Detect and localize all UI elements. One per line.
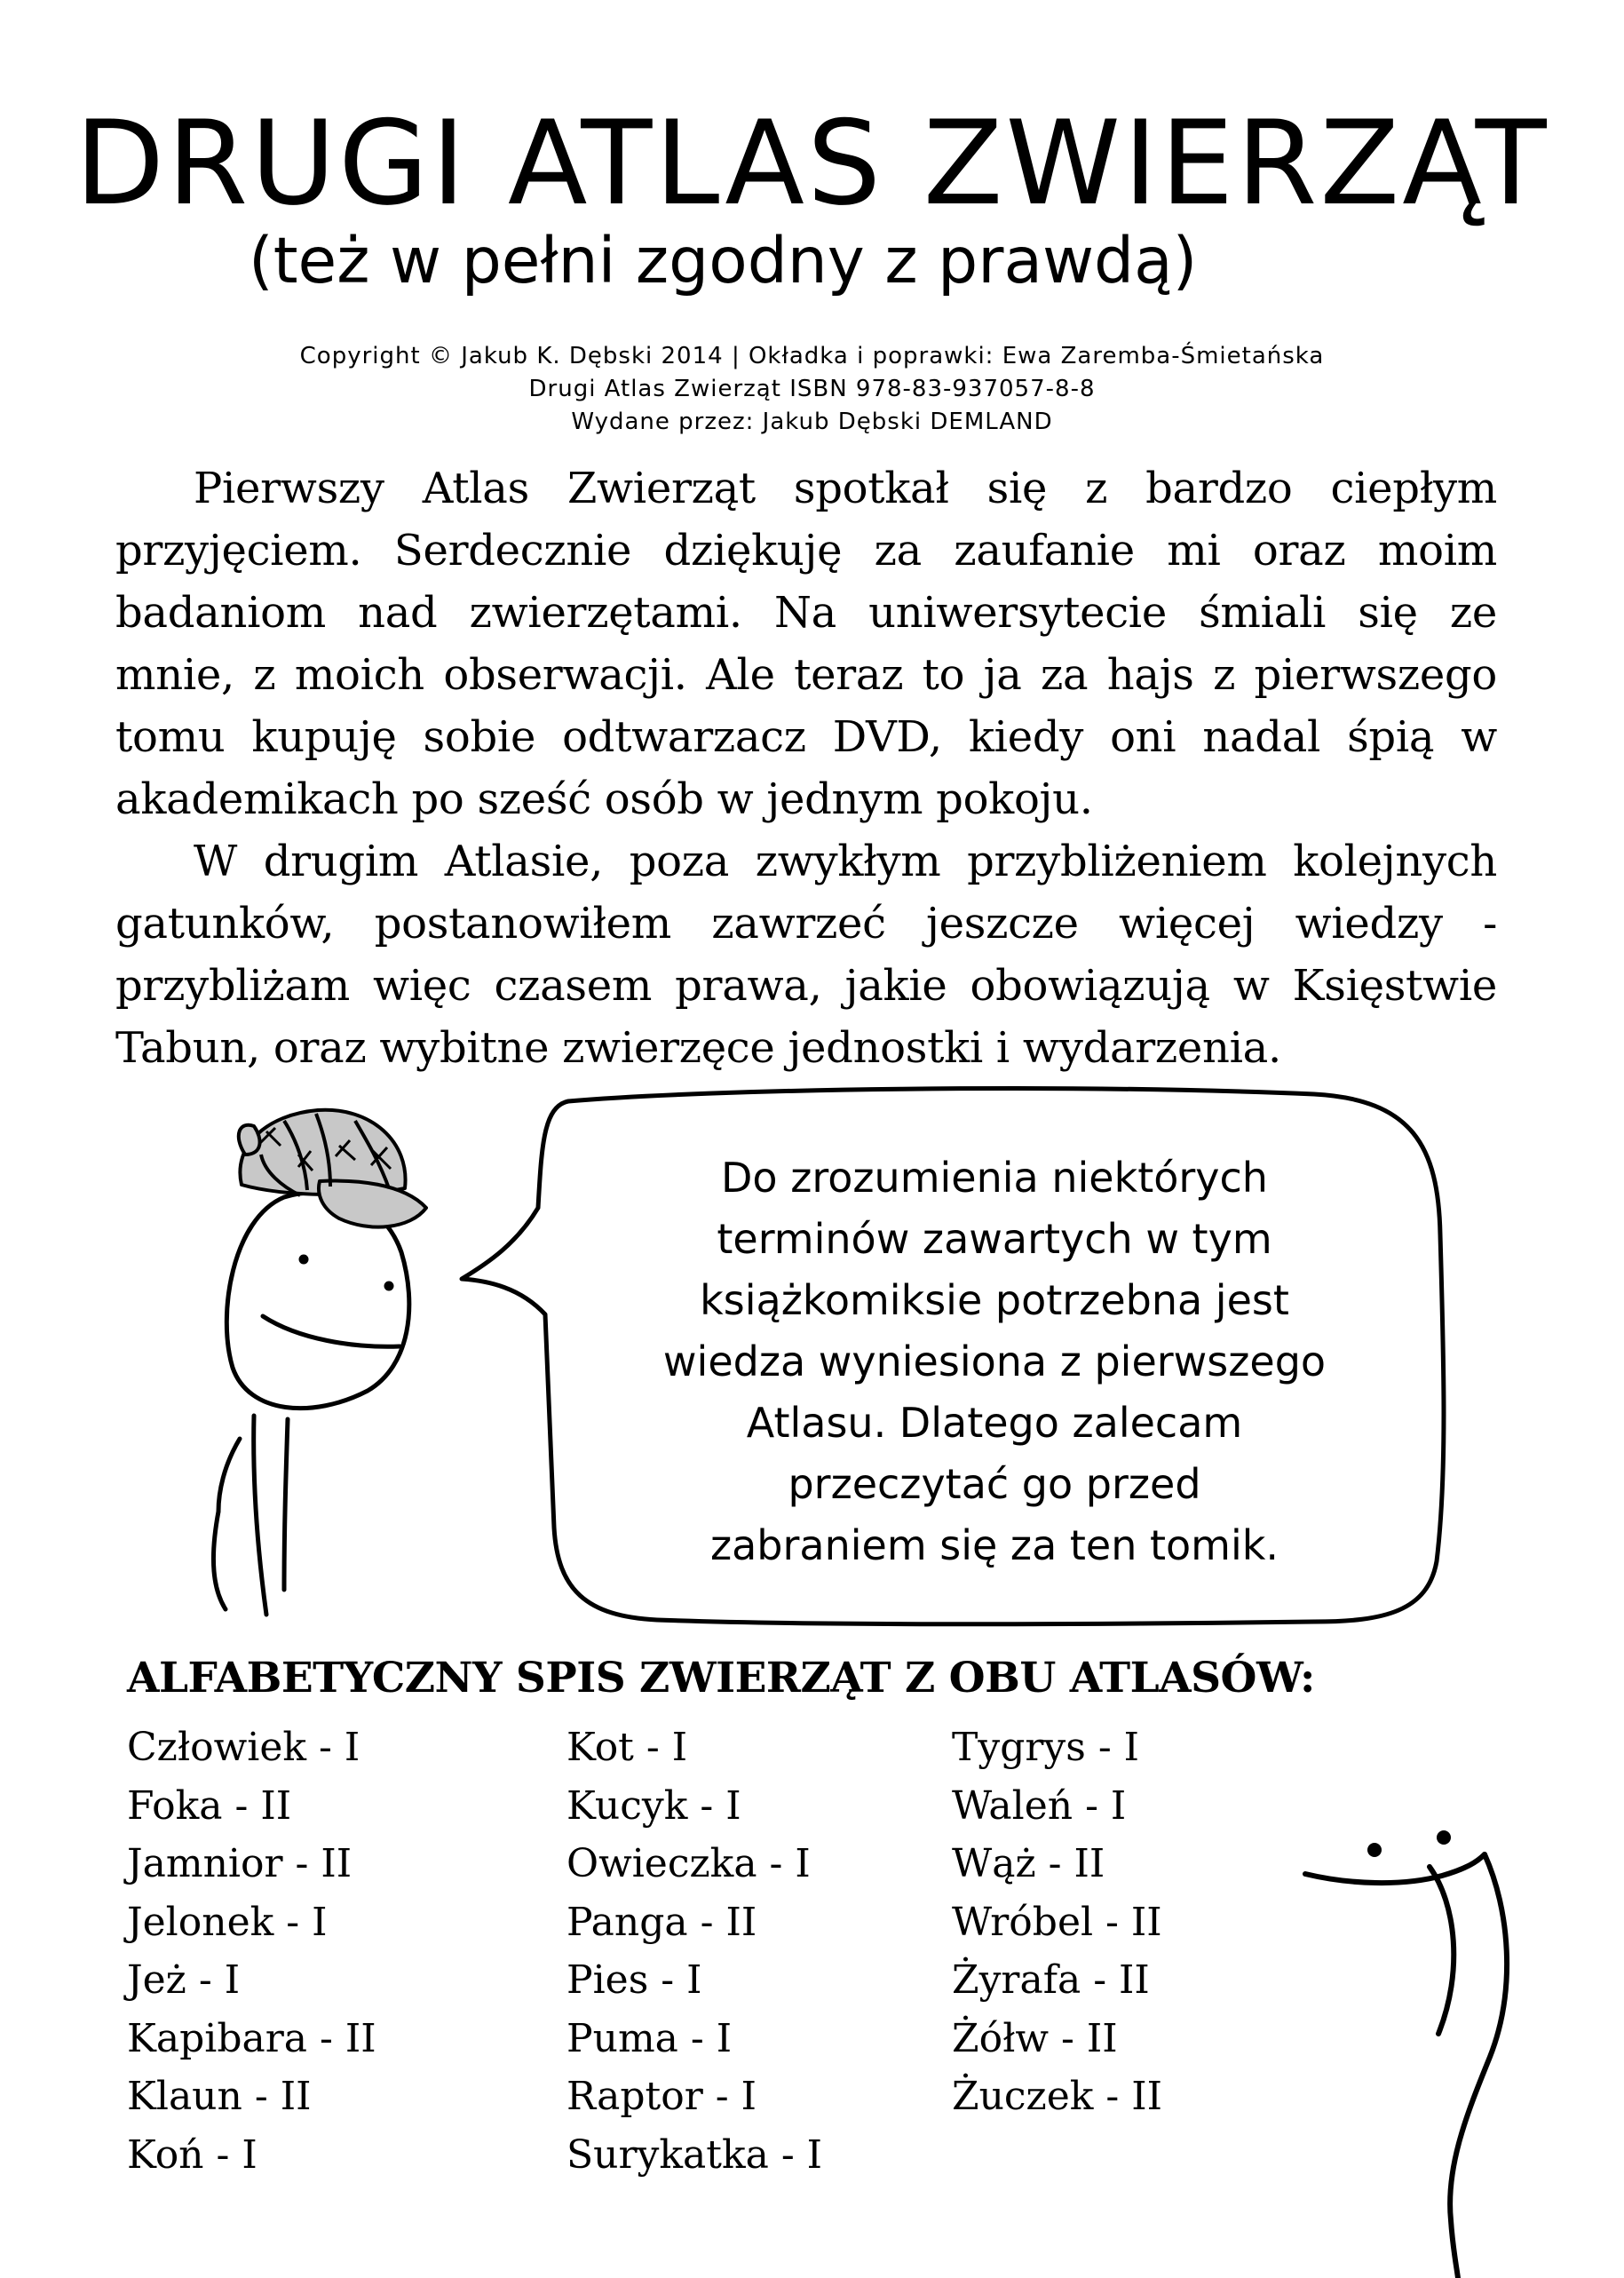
character-mouth (263, 1316, 400, 1346)
character-body (284, 1419, 288, 1590)
bubble-line: terminów zawartych w tym (717, 1215, 1272, 1263)
index-entry: Kapibara - II (127, 2015, 376, 2061)
bubble-line: wiedza wyniesiona z pierwszego (662, 1337, 1327, 1385)
index-entry: Jamnior - II (127, 1841, 353, 1886)
character-eye (301, 1257, 306, 1262)
index-entry: Raptor - I (566, 2074, 757, 2119)
bubble-line: zabraniem się za ten tomik. (709, 1521, 1279, 1569)
index-heading: ALFABETYCZNY SPIS ZWIERZĄT Z OBU ATLASÓW: (127, 1654, 1315, 1703)
intro-paragraph: Pierwszy Atlas Zwierząt spotkał się z bardzo ciepłym przyjęciem. Serdecznie dziękuję za zaufanie mi oraz moim badaniom nad zwierzętami. Na uniwersytecie śmiali się ze mnie, z moich obserwacji. Ale teraz to ja za hajs z pierwszego tomu kupuję sobie odtwarzacz DVD, kiedy oni nadal śpią w akademikach po sześć osób w jednym pokoju. (115, 464, 1497, 824)
index-entry: Puma - I (566, 2015, 733, 2061)
index-entry: Jeż - I (127, 1957, 241, 2003)
index-entry: Owieczka - I (566, 1841, 811, 1886)
index-entry: Jelonek - I (127, 1899, 328, 1945)
index-entry: Człowiek - I (127, 1725, 360, 1770)
creature-eye (1437, 1830, 1451, 1845)
index-entry: Klaun - II (127, 2074, 312, 2119)
index-entry: Foka - II (127, 1782, 292, 1829)
index-entry: Żuczek - II (952, 2074, 1163, 2119)
character-eye (386, 1283, 392, 1289)
bubble-line: Do zrozumienia niektórych (721, 1154, 1268, 1202)
bubble-line: książkomiksie potrzebna jest (700, 1276, 1289, 1324)
index-entry: Żółw - II (952, 2015, 1118, 2061)
index-entry: Wąż - II (952, 1841, 1105, 1886)
index-entry: Koń - I (127, 2131, 257, 2178)
index-column (127, 1718, 376, 2184)
intro-paragraph: W drugim Atlasie, poza zwykłym przybliżeniem kolejnych gatunków, postanowiłem zawrzeć jeszcze więcej wiedzy - przybliżam więc czasem prawa, jakie obowiązują w Księstwie Tabun, oraz wybitne zwierzęce jednostki i wydarzenia. (115, 837, 1497, 1073)
index-entry: Wróbel - II (952, 1899, 1162, 1945)
creature-eye (1367, 1843, 1382, 1857)
index-entry: Żyrafa - II (952, 1957, 1150, 2003)
page-title: DRUGI ATLAS ZWIERZĄT (75, 95, 1549, 231)
index-entry: Waleń - I (952, 1782, 1127, 1829)
character-body (218, 1439, 240, 1512)
publisher-line: Wydane przez: Jakub Dębski DEMLAND (571, 409, 1053, 435)
index-entry: Pies - I (566, 1957, 702, 2003)
character-body (213, 1512, 226, 1609)
creature-drawing (1305, 1854, 1507, 2278)
speech-bubble-text (622, 1147, 1367, 1576)
index-entry: Kot - I (566, 1725, 688, 1770)
index-entry: Surykatka - I (566, 2131, 823, 2178)
index-column (952, 1718, 1162, 2126)
index-column (566, 1718, 822, 2184)
index-entry: Kucyk - I (566, 1782, 741, 1829)
index-entry: Panga - II (566, 1899, 757, 1945)
character-body (254, 1416, 266, 1615)
bubble-line: Atlasu. Dlatego zalecam (746, 1399, 1243, 1447)
page-subtitle: (też w pełni zgodny z prawdą) (249, 224, 1198, 298)
bubble-line: przeczytać go przed (788, 1460, 1201, 1508)
isbn-line: Drugi Atlas Zwierząt ISBN 978-83-937057-8-8 (528, 376, 1096, 402)
index-entry: Tygrys - I (952, 1725, 1140, 1770)
copyright-line: Copyright © Jakub K. Dębski 2014 | Okładka i poprawki: Ewa Zaremba-Śmietańska (299, 343, 1325, 369)
